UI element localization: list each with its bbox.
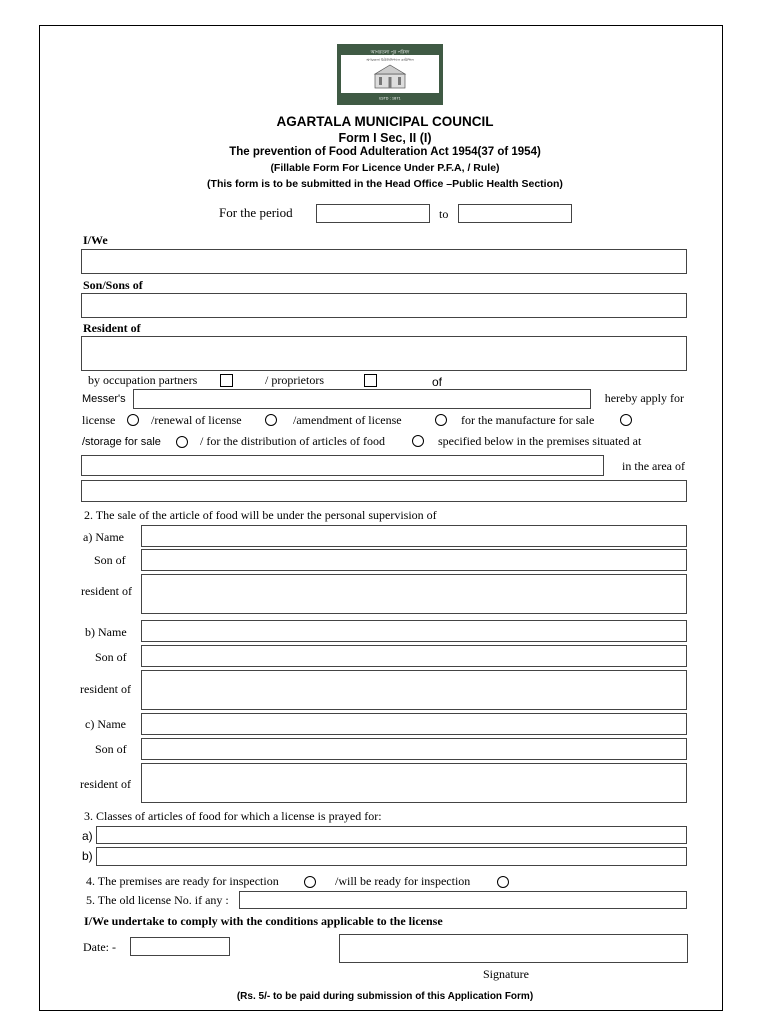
of-label: of [432, 375, 443, 389]
license-label: license [82, 413, 116, 427]
signature-label: Signature [483, 967, 529, 981]
submission-note: (This form is to be submitted in the Head Office –Public Health Section) [207, 178, 563, 190]
date-label: Date: - [83, 940, 116, 954]
iwe-label: I/We [83, 233, 108, 247]
a-name-input[interactable] [141, 525, 687, 547]
b-resident-of-input[interactable] [141, 670, 687, 710]
class-b-label: b) [82, 849, 93, 863]
old-license-input[interactable] [239, 891, 687, 909]
class-b-input[interactable] [96, 847, 687, 866]
period-to-input[interactable] [458, 204, 572, 223]
resident-of-label: Resident of [83, 321, 141, 335]
proprietors-checkbox[interactable] [364, 374, 377, 387]
act-title: The prevention of Food Adulteration Act 1954(37 of 1954) [229, 146, 541, 158]
messers-label: Messer's [82, 393, 126, 405]
form-number: Form I Sec, II (I) [338, 131, 432, 145]
old-license-label: 5. The old license No. if any : [86, 893, 229, 907]
specified-label: specified below in the premises situated at [438, 434, 642, 448]
period-to-label: to [439, 207, 449, 221]
manufacture-label: for the manufacture for sale [461, 413, 595, 427]
a-name-label: a) Name [83, 530, 124, 544]
undertaking-text: I/We undertake to comply with the conditions applicable to the license [84, 914, 443, 928]
a-resident-of-label: resident of [81, 584, 132, 598]
a-son-of-label: Son of [94, 553, 126, 567]
council-building-icon [341, 48, 439, 101]
b-son-of-label: Son of [95, 650, 127, 664]
c-resident-of-input[interactable] [141, 763, 687, 803]
council-logo [337, 44, 443, 105]
amendment-label: /amendment of license [293, 413, 402, 427]
messers-input[interactable] [133, 389, 591, 409]
signature-input[interactable] [339, 934, 688, 963]
b-name-input[interactable] [141, 620, 687, 642]
logo-top-text: আগরতলা পুর পরিষদ [370, 50, 410, 56]
storage-label: /storage for sale [82, 436, 161, 448]
area-label: in the area of [622, 459, 685, 473]
classes-heading: 3. Classes of articles of food for which a license is prayed for: [84, 809, 382, 823]
will-be-ready-label: /will be ready for inspection [335, 874, 471, 888]
manufacture-radio[interactable] [620, 414, 632, 426]
will-be-ready-radio[interactable] [497, 876, 509, 888]
period-from-input[interactable] [316, 204, 430, 223]
resident-of-input[interactable] [81, 336, 687, 371]
proprietors-label: / proprietors [265, 373, 324, 387]
area-input[interactable] [81, 480, 687, 502]
amendment-radio[interactable] [435, 414, 447, 426]
c-name-input[interactable] [141, 713, 687, 735]
partners-checkbox[interactable] [220, 374, 233, 387]
logo-estd-text: ESTD : 1871 [379, 96, 401, 101]
iwe-input[interactable] [81, 249, 687, 274]
c-son-of-label: Son of [95, 742, 127, 756]
hereby-apply-label: hereby apply for [604, 391, 684, 405]
c-son-of-input[interactable] [141, 738, 687, 760]
renewal-label: /renewal of license [151, 413, 242, 427]
premises-input[interactable] [81, 455, 604, 476]
date-input[interactable] [130, 937, 230, 956]
c-resident-of-label: resident of [80, 777, 131, 791]
premises-ready-radio[interactable] [304, 876, 316, 888]
distribution-radio[interactable] [412, 435, 424, 447]
license-radio[interactable] [127, 414, 139, 426]
c-name-label: c) Name [85, 717, 126, 731]
period-label: For the period [219, 205, 293, 220]
class-a-input[interactable] [96, 826, 687, 844]
b-son-of-input[interactable] [141, 645, 687, 667]
supervision-heading: 2. The sale of the article of food will be under the personal supervision of [84, 508, 437, 522]
b-resident-of-label: resident of [80, 682, 131, 696]
distribution-label: / for the distribution of articles of food [200, 434, 385, 448]
son-of-label: Son/Sons of [83, 278, 143, 292]
b-name-label: b) Name [85, 625, 127, 639]
occupation-partners-label: by occupation partners [88, 373, 198, 387]
a-resident-of-input[interactable] [141, 574, 687, 614]
logo-mid-text: অগরতলা মিউনিসিপ্যাল কাউন্সিল [366, 58, 414, 62]
a-son-of-input[interactable] [141, 549, 687, 571]
premises-ready-label: 4. The premises are ready for inspection [86, 874, 279, 888]
class-a-label: a) [82, 829, 93, 843]
son-of-input[interactable] [81, 293, 687, 318]
form-subtitle: (Fillable Form For Licence Under P.F.A, / Rule) [270, 162, 500, 174]
fee-note: (Rs. 5/- to be paid during submission of this Application Form) [236, 991, 534, 1002]
storage-radio[interactable] [176, 436, 188, 448]
renewal-radio[interactable] [265, 414, 277, 426]
council-title: AGARTALA MUNICIPAL COUNCIL [276, 114, 494, 129]
